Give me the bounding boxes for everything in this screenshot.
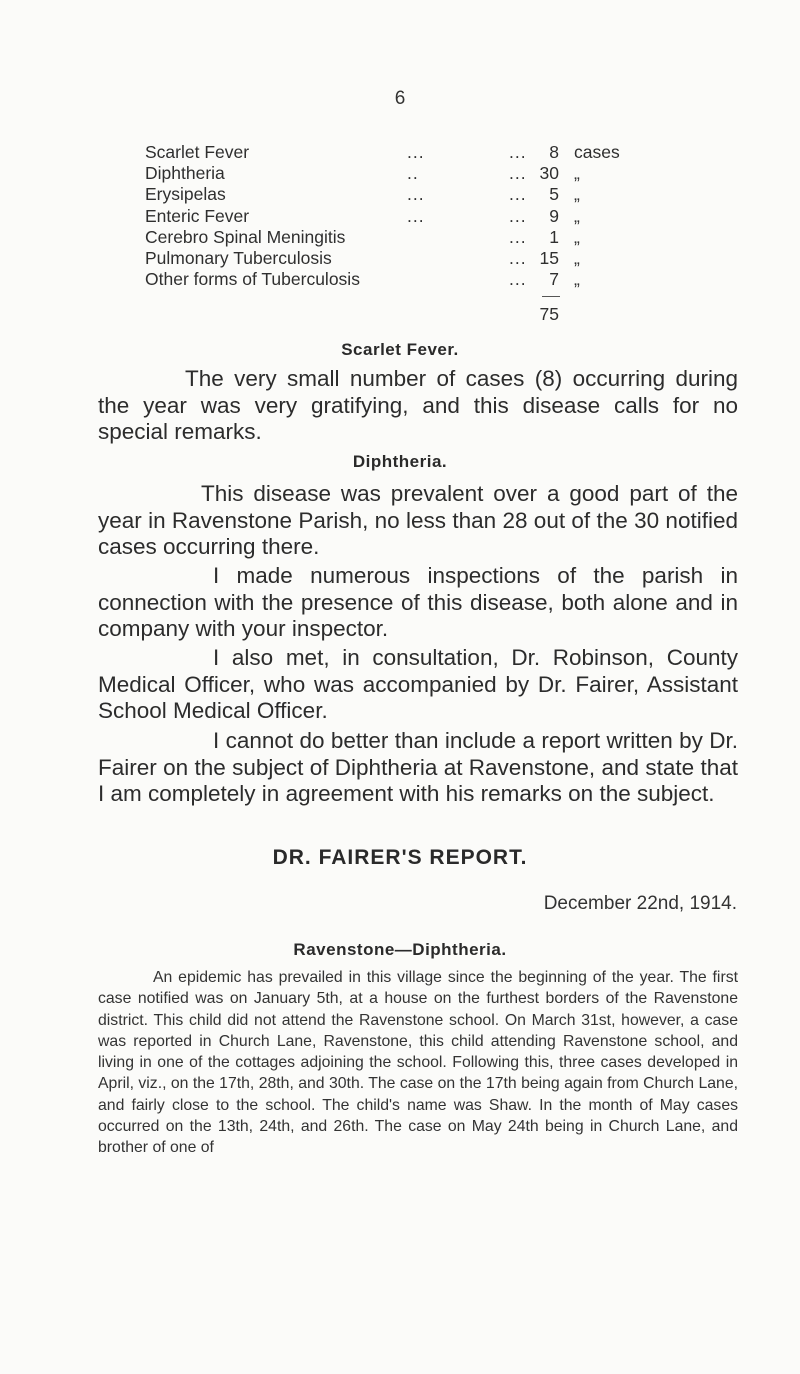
leader-dots: ... (407, 142, 425, 162)
total-divider (542, 296, 560, 297)
diphtheria-paragraph-3: I also met, in consultation, Dr. Robinson, County Medical Officer, who was accompanied by Dr. Fairer, Assistant School Medical Officer. (98, 645, 738, 724)
case-count: 8 (549, 142, 559, 162)
disease-name: Diphtheria (145, 163, 225, 184)
diphtheria-paragraph-2: I made numerous inspections of the parish in connection with the presence of this disease, both alone and in company with your inspector. (98, 563, 738, 642)
leader-dots: ... (509, 142, 527, 162)
disease-name: Other forms of Tuberculosis (145, 269, 360, 290)
table-row (145, 163, 665, 184)
disease-name: Pulmonary Tuberculosis (145, 247, 332, 268)
diphtheria-paragraph-4: I cannot do better than include a report written by Dr. Fairer on the subject of Diphtheria at Ravenstone, and state that I am completely in agreement with his remarks on the subject. (98, 728, 738, 807)
case-unit: cases (574, 142, 620, 162)
leader-dots: ... (407, 184, 425, 205)
table-row (145, 184, 665, 205)
case-unit: „ (574, 226, 580, 247)
leader-dots: ... (509, 247, 527, 268)
disease-name: Scarlet Fever (145, 142, 250, 162)
case-unit: „ (574, 205, 580, 226)
table-row (145, 227, 665, 248)
case-count: 5 (549, 184, 559, 205)
leader-dots: ... (407, 205, 425, 226)
scarlet-fever-heading: Scarlet Fever. (341, 340, 459, 359)
table-row (145, 142, 665, 163)
table-row (145, 248, 665, 269)
table-row (145, 269, 665, 290)
case-unit: „ (574, 163, 580, 184)
scarlet-fever-paragraph: The very small number of cases (8) occurring during the year was very gratifying, and this disease calls for no special remarks. (98, 366, 738, 445)
disease-name: Enteric Fever (145, 205, 250, 226)
case-unit: „ (574, 247, 580, 268)
leader-dots: ... (509, 184, 527, 205)
leader-dots: ... (509, 205, 527, 226)
case-count: 1 (549, 226, 559, 247)
page-number: 6 (394, 88, 406, 109)
report-date: December 22nd, 1914. (543, 893, 737, 914)
leader-dots: ... (509, 163, 527, 184)
case-unit: „ (574, 184, 580, 205)
leader-dots: ... (509, 269, 527, 290)
report-body: An epidemic has prevailed in this village since the beginning of the year. The first case notified was on January 5th, at a house on the furthest borders of the Ravenstone district. This child did not attend the Ravenstone school. On March 31st, however, a case was reported in Church Lane, Ravenstone, this child attending Ravenstone school, and living in one of the cottages adjoining the school. Following this, three cases developed in April, viz., on the 17th, 28th, and 30th. The case on the 17th being again from Church Lane, and fairly close to the school. The child's name was Shaw. In the month of May cases occurred on the 13th, 24th, and 26th. The case on May 24th being in Church Lane, and brother of one of (98, 969, 738, 1157)
case-count: 30 (539, 163, 559, 184)
case-unit: „ (574, 269, 580, 290)
report-heading: DR. FAIRER'S REPORT. (272, 846, 528, 869)
total-count: 75 (539, 304, 559, 324)
case-count: 9 (549, 205, 559, 226)
disease-name: Erysipelas (145, 184, 226, 205)
diphtheria-paragraph-1: This disease was prevalent over a good part of the year in Ravenstone Parish, no less than 28 out of the 30 notified cases occurring there. (98, 481, 738, 560)
case-count: 7 (549, 269, 559, 290)
report-subheading: Ravenstone—Diphtheria. (293, 940, 507, 959)
diphtheria-heading: Diphtheria. (352, 452, 448, 471)
leader-dots: ... (509, 226, 527, 247)
table-row (145, 206, 665, 227)
disease-cases-table (145, 142, 665, 324)
leader-dots: .. (407, 163, 419, 184)
case-count: 15 (539, 247, 559, 268)
disease-name: Cerebro Spinal Meningitis (145, 226, 346, 247)
